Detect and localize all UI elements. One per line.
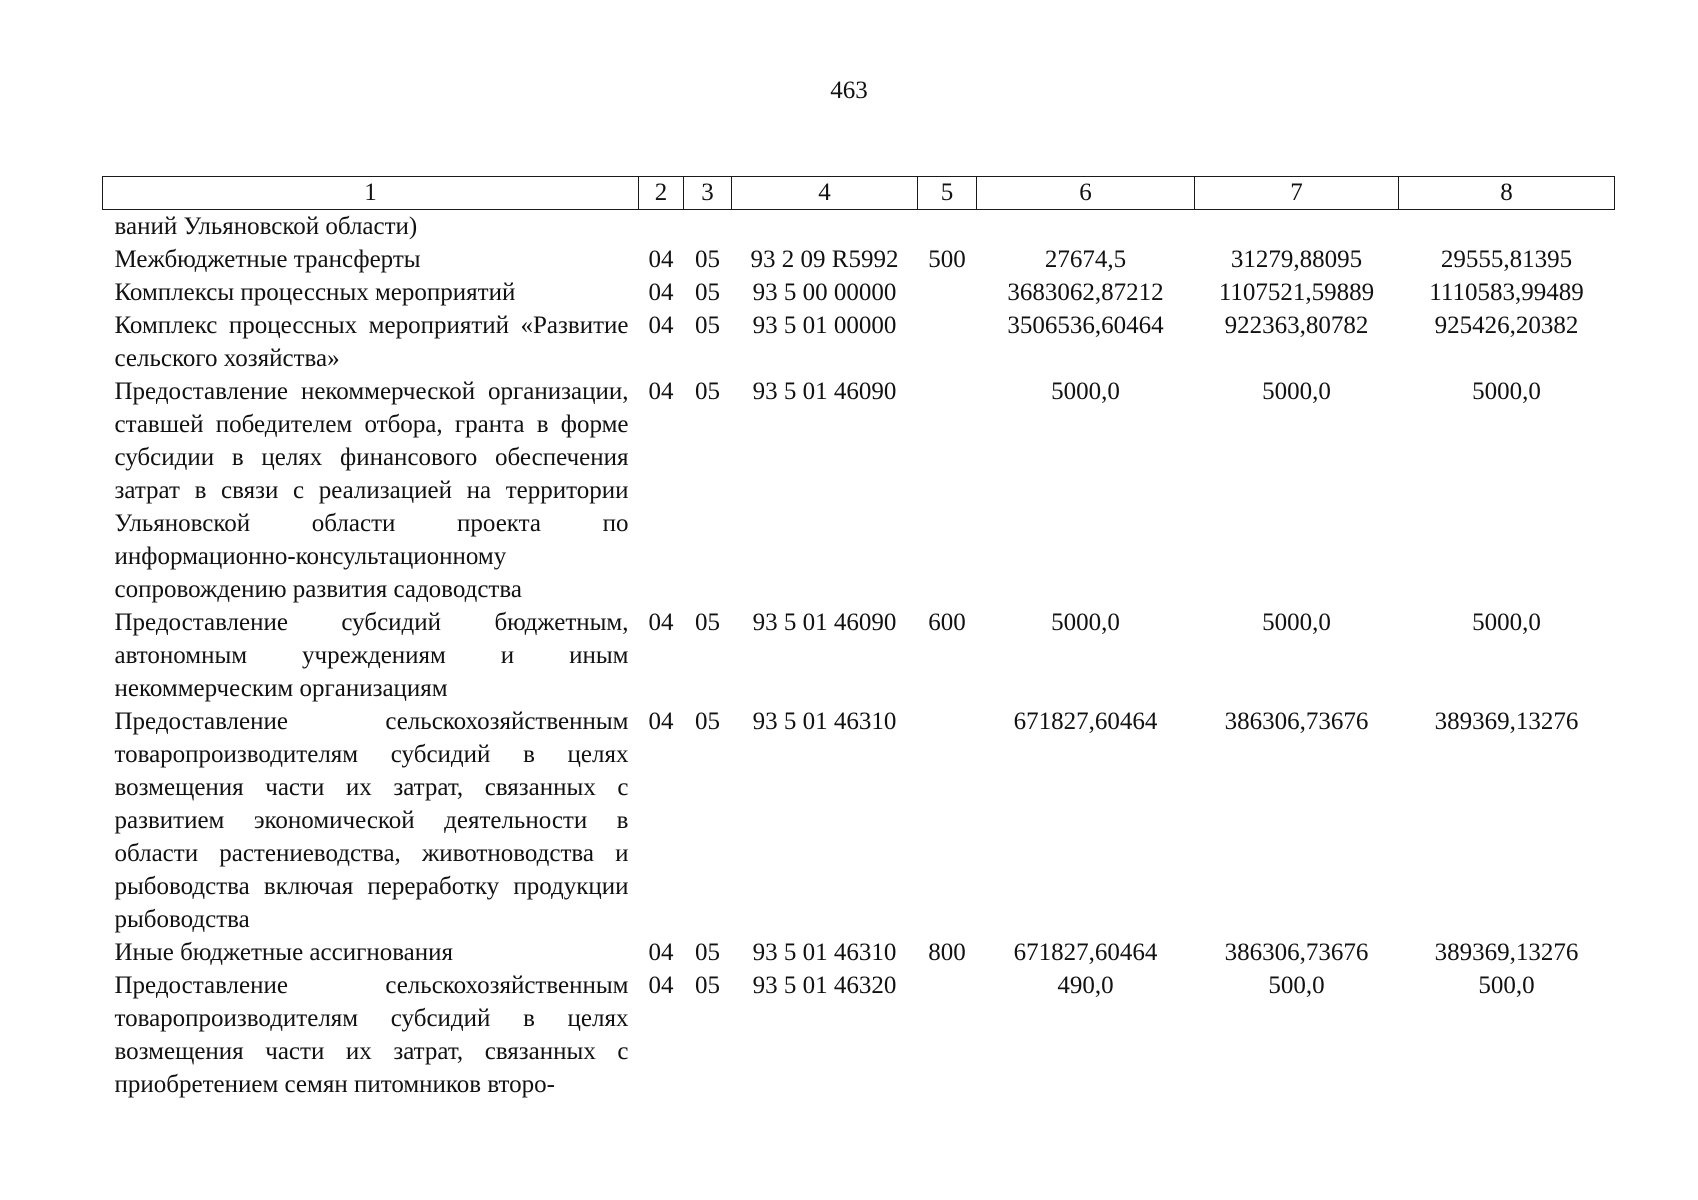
row-amount-col7: 386306,73676 bbox=[1224, 939, 1369, 966]
column-header-6: 6 bbox=[977, 177, 1195, 210]
row-amount-col8: 389369,13276 bbox=[1434, 939, 1579, 966]
row-expense-type bbox=[918, 210, 977, 244]
row-amount-col8: 1110583,99489 bbox=[1429, 279, 1584, 306]
row-amount-col7: 500,0 bbox=[1268, 972, 1325, 999]
row-section: 04 bbox=[648, 279, 674, 306]
row-amount-col7: 922363,80782 bbox=[1224, 312, 1369, 339]
row-name: Комплексы процессных мероприятий bbox=[114, 279, 516, 306]
row-amount-col7: 31279,88095 bbox=[1230, 246, 1363, 273]
row-subsection: 05 bbox=[695, 246, 720, 273]
row-amount-col6: 27674,5 bbox=[1044, 246, 1127, 273]
row-expense-type bbox=[918, 375, 977, 606]
table-row bbox=[103, 243, 1615, 276]
row-target-code: 93 2 09 R5992 bbox=[750, 246, 899, 273]
column-header-1: 1 bbox=[103, 177, 639, 210]
row-subsection: 05 bbox=[695, 279, 720, 306]
row-name: Предоставление субсидий бюджетным, автономным учреждениям и иным некоммерческим организациям bbox=[114, 609, 629, 702]
row-amount-col8: 5000,0 bbox=[1472, 378, 1541, 405]
row-amount-col6: 671827,60464 bbox=[1013, 939, 1158, 966]
row-name: ваний Ульяновской области) bbox=[114, 213, 418, 240]
row-amount-col6 bbox=[977, 210, 1195, 244]
table-body bbox=[103, 210, 1615, 1102]
row-expense-type: 600 bbox=[928, 609, 966, 636]
row-amount-col8 bbox=[1399, 210, 1615, 244]
row-name: Иные бюджетные ассигнования bbox=[114, 939, 454, 966]
row-subsection: 05 bbox=[695, 708, 720, 735]
row-section: 04 bbox=[648, 972, 674, 999]
row-name: Межбюджетные трансферты bbox=[114, 246, 421, 273]
row-amount-col6: 671827,60464 bbox=[1013, 708, 1158, 735]
row-target-code: 93 5 01 00000 bbox=[752, 312, 897, 339]
row-target-code: 93 5 01 46310 bbox=[752, 708, 897, 735]
table-row bbox=[103, 969, 1615, 1101]
row-subsection: 05 bbox=[695, 939, 720, 966]
row-target-code: 93 5 01 46320 bbox=[752, 972, 897, 999]
table-row bbox=[103, 210, 1615, 244]
page-number: 463 bbox=[830, 77, 868, 104]
table-row bbox=[103, 276, 1615, 309]
row-amount-col7: 5000,0 bbox=[1262, 609, 1331, 636]
row-target-code bbox=[732, 210, 918, 244]
row-amount-col8: 29555,81395 bbox=[1440, 246, 1573, 273]
column-header-7: 7 bbox=[1195, 177, 1399, 210]
row-subsection: 05 bbox=[695, 378, 720, 405]
row-amount-col7: 5000,0 bbox=[1262, 378, 1331, 405]
table-row bbox=[103, 375, 1615, 606]
column-header-8: 8 bbox=[1399, 177, 1615, 210]
row-subsection bbox=[684, 210, 732, 244]
row-section: 04 bbox=[648, 939, 674, 966]
row-target-code: 93 5 01 46310 bbox=[752, 939, 897, 966]
column-header-5: 5 bbox=[918, 177, 977, 210]
row-amount-col8: 500,0 bbox=[1478, 972, 1535, 999]
column-header-3: 3 bbox=[684, 177, 732, 210]
budget-table bbox=[102, 176, 1615, 1101]
row-section: 04 bbox=[648, 708, 674, 735]
column-header-4: 4 bbox=[732, 177, 918, 210]
row-amount-col6: 3506536,60464 bbox=[1007, 312, 1164, 339]
table-row bbox=[103, 606, 1615, 705]
row-target-code: 93 5 01 46090 bbox=[752, 609, 897, 636]
row-amount-col6: 490,0 bbox=[1057, 972, 1114, 999]
row-expense-type: 500 bbox=[928, 246, 966, 273]
row-amount-col6: 5000,0 bbox=[1051, 378, 1120, 405]
row-subsection: 05 bbox=[695, 972, 720, 999]
column-header-2: 2 bbox=[639, 177, 684, 210]
row-expense-type bbox=[918, 276, 977, 309]
row-amount-col6: 5000,0 bbox=[1051, 609, 1120, 636]
row-section: 04 bbox=[648, 246, 674, 273]
table-header bbox=[103, 177, 1615, 210]
row-section bbox=[639, 210, 684, 244]
row-amount-col7: 386306,73676 bbox=[1224, 708, 1369, 735]
row-expense-type: 800 bbox=[928, 939, 966, 966]
row-section: 04 bbox=[648, 378, 674, 405]
row-name: Комплекс процессных мероприятий «Развитие сельского хозяйства» bbox=[114, 312, 629, 372]
row-name: Предоставление сельскохозяйственным товаропроизводителям субсидий в целях возмещения части их затрат, связанных с приобретением семян питомников второ- bbox=[114, 972, 629, 1098]
row-amount-col8: 389369,13276 bbox=[1434, 708, 1579, 735]
row-amount-col8: 5000,0 bbox=[1472, 609, 1541, 636]
row-subsection: 05 bbox=[695, 609, 720, 636]
row-target-code: 93 5 01 46090 bbox=[752, 378, 897, 405]
row-amount-col7: 1107521,59889 bbox=[1218, 279, 1375, 306]
table-row bbox=[103, 936, 1615, 969]
row-name: Предоставление сельскохозяйственным товаропроизводителям субсидий в целях возмещения части их затрат, связанных с развитием экономической деятельности в области растениеводства, животноводства и рыбоводства включая переработку продукции рыбоводства bbox=[114, 708, 629, 933]
row-subsection: 05 bbox=[695, 312, 720, 339]
table-row bbox=[103, 309, 1615, 375]
row-expense-type bbox=[918, 969, 977, 1101]
table-row bbox=[103, 705, 1615, 936]
row-section: 04 bbox=[648, 609, 674, 636]
row-section: 04 bbox=[648, 312, 674, 339]
row-amount-col8: 925426,20382 bbox=[1434, 312, 1579, 339]
row-expense-type bbox=[918, 705, 977, 936]
row-name: Предоставление некоммерческой организации, ставшей победителем отбора, гранта в форме субсидии в целях финансового обеспечения затрат в связи с реализацией на территории Ульяновской области проекта по информационно-консультационному сопровождению развития садоводства bbox=[114, 378, 629, 603]
header-row bbox=[103, 177, 1615, 210]
row-amount-col6: 3683062,87212 bbox=[1007, 279, 1164, 306]
row-amount-col7 bbox=[1195, 210, 1399, 244]
row-target-code: 93 5 00 00000 bbox=[752, 279, 897, 306]
row-expense-type bbox=[918, 309, 977, 375]
